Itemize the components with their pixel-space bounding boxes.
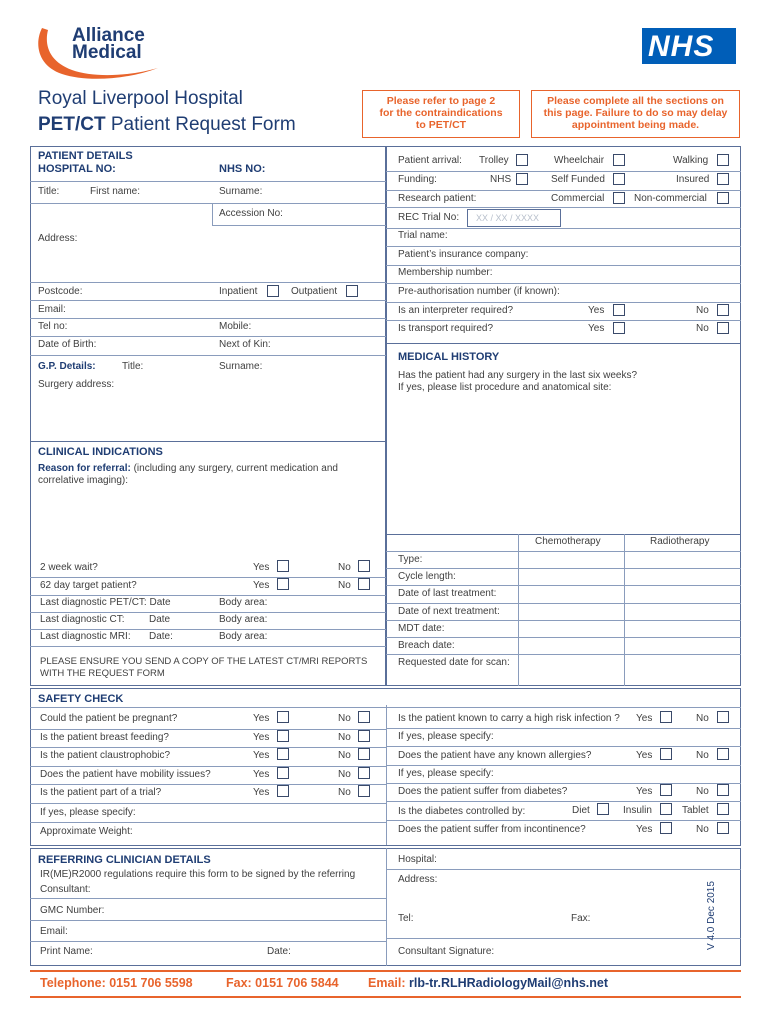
allergies-no-label: No bbox=[696, 750, 709, 761]
safety-no-label: No bbox=[338, 731, 351, 743]
title-label: Title: bbox=[38, 186, 60, 197]
diabetes-no-checkbox[interactable] bbox=[717, 784, 729, 796]
infection-yes-checkbox[interactable] bbox=[660, 711, 672, 723]
treatment-row-label: Date of next treatment: bbox=[398, 605, 500, 617]
gp-details-label: G.P. Details: bbox=[38, 361, 96, 372]
safety-question-label: Is the patient claustrophobic? bbox=[40, 750, 171, 762]
logo-line-1: Alliance bbox=[72, 25, 145, 46]
footer-email-label: Email: bbox=[368, 976, 409, 990]
first-name-label: First name: bbox=[90, 186, 141, 197]
form-title-rest: Patient Request Form bbox=[105, 114, 296, 135]
inpatient-label: Inpatient bbox=[219, 286, 258, 297]
clinician-email-label: Email: bbox=[40, 926, 68, 937]
nhs-logo bbox=[642, 28, 736, 64]
funding-label: Funding: bbox=[398, 174, 437, 185]
treatment-row-label: Type: bbox=[398, 554, 423, 565]
last-ct-label: Last diagnostic CT: bbox=[40, 614, 125, 625]
safety-yes-checkbox[interactable] bbox=[277, 785, 289, 797]
tel-label: Tel no: bbox=[38, 321, 68, 332]
last-mri-label: Last diagnostic MRI: bbox=[40, 631, 131, 642]
ensure-line-2: WITH THE REQUEST FORM bbox=[40, 668, 165, 679]
medical-history-heading: MEDICAL HISTORY bbox=[398, 351, 500, 363]
allergies-yes-label: Yes bbox=[636, 750, 653, 761]
allergies-yes-checkbox[interactable] bbox=[660, 748, 672, 760]
safety-question-label: Could the patient be pregnant? bbox=[40, 713, 178, 724]
commercial-label: Commercial bbox=[551, 193, 605, 204]
day62-yes-label: Yes bbox=[253, 580, 270, 591]
last-ct-body-area: Body area: bbox=[219, 614, 268, 625]
clinician-heading: REFERRING CLINICIAN DETAILS bbox=[38, 854, 211, 866]
safety-question-label: Is the patient breast feeding? bbox=[40, 731, 169, 743]
mobile-label: Mobile: bbox=[219, 321, 252, 332]
safety-no-checkbox[interactable] bbox=[358, 748, 370, 760]
diet-checkbox[interactable] bbox=[597, 803, 609, 815]
self-funded-checkbox[interactable] bbox=[613, 173, 625, 185]
regulations-line-1: IR(ME)R2000 regulations require this form to be signed by the referring bbox=[40, 869, 356, 880]
day62-no-checkbox[interactable] bbox=[358, 578, 370, 590]
research-patient-label: Research patient: bbox=[398, 193, 477, 204]
wheelchair-checkbox[interactable] bbox=[613, 154, 625, 166]
treatment-row-label: Cycle length: bbox=[398, 571, 456, 583]
clinician-date-label: Date: bbox=[267, 946, 291, 957]
hospital-name: Royal Liverpool Hospital bbox=[38, 88, 243, 109]
two-week-no-checkbox[interactable] bbox=[358, 560, 370, 572]
insulin-label: Insulin bbox=[623, 805, 652, 816]
patient-details-heading: PATIENT DETAILS bbox=[38, 150, 133, 162]
safety-question-label: Is the patient part of a trial? bbox=[40, 787, 162, 799]
dob-label: Date of Birth: bbox=[38, 339, 97, 350]
nhs-no-label: NHS NO: bbox=[219, 163, 266, 175]
non-commercial-label: Non-commercial bbox=[634, 193, 707, 204]
non-commercial-checkbox[interactable] bbox=[717, 192, 729, 204]
footer-email[interactable] bbox=[368, 976, 608, 990]
interpreter-yes-label: Yes bbox=[588, 305, 605, 316]
tablet-label: Tablet bbox=[682, 805, 709, 816]
incontinence-label: Does the patient suffer from incontinence? bbox=[398, 824, 586, 835]
self-funded-label: Self Funded bbox=[551, 174, 605, 185]
accession-label: Accession No: bbox=[219, 208, 283, 219]
last-ct-date: Date bbox=[149, 614, 171, 625]
allergies-no-checkbox[interactable] bbox=[717, 748, 729, 760]
nhs-funding-label: NHS bbox=[490, 174, 512, 185]
approx-weight-label: Approximate Weight: bbox=[40, 826, 133, 837]
transport-yes-checkbox[interactable] bbox=[613, 322, 625, 334]
tablet-checkbox[interactable] bbox=[717, 803, 729, 815]
safety-yes-checkbox[interactable] bbox=[277, 730, 289, 742]
radiotherapy-header: Radiotherapy bbox=[650, 536, 710, 547]
safety-yes-label: Yes bbox=[253, 731, 270, 743]
treatment-row-label: Date of last treatment: bbox=[398, 588, 497, 600]
insulin-checkbox[interactable] bbox=[660, 803, 672, 815]
day62-label: 62 day target patient? bbox=[40, 580, 137, 591]
refer-callout: Please refer to page 2 for the contraindications to PET/CT bbox=[362, 90, 520, 138]
allergies-label: Does the patient have any known allergies? bbox=[398, 750, 592, 761]
wheelchair-label: Wheelchair bbox=[554, 155, 605, 166]
last-pet-label: Last diagnostic PET/CT: Date bbox=[40, 597, 171, 608]
trolley-label: Trolley bbox=[479, 155, 509, 166]
infection-no-label: No bbox=[696, 713, 709, 724]
next-kin-label: Next of Kin: bbox=[219, 339, 271, 350]
diabetes-label: Does the patient suffer from diabetes? bbox=[398, 786, 568, 797]
safety-no-label: No bbox=[338, 768, 351, 780]
last-mri-date: Date: bbox=[149, 631, 173, 642]
interpreter-no-label: No bbox=[696, 305, 709, 316]
interpreter-label: Is an interpreter required? bbox=[398, 305, 514, 316]
surgery-question: Has the patient had any surgery in the last six weeks? bbox=[398, 370, 638, 381]
reason-for-referral bbox=[38, 463, 338, 474]
regulations-line-2: Consultant: bbox=[40, 884, 91, 895]
day62-yes-checkbox[interactable] bbox=[277, 578, 289, 590]
reason-line-2: correlative imaging): bbox=[38, 475, 129, 486]
safety-specify-label: If yes, please specify: bbox=[40, 807, 136, 818]
email-label: Email: bbox=[38, 304, 66, 315]
safety-no-label: No bbox=[338, 750, 351, 762]
clinician-hospital-label: Hospital: bbox=[398, 854, 437, 865]
consultant-signature-label: Consultant Signature: bbox=[398, 946, 495, 957]
treatment-row-label: Breach date: bbox=[398, 640, 455, 651]
logo-line-2: Medical bbox=[72, 42, 142, 63]
incontinence-yes-checkbox[interactable] bbox=[660, 822, 672, 834]
chemotherapy-header: Chemotherapy bbox=[535, 536, 601, 547]
transport-label: Is transport required? bbox=[398, 323, 494, 334]
footer-telephone: Telephone: 0151 706 5598 bbox=[40, 976, 193, 990]
safety-no-checkbox[interactable] bbox=[358, 785, 370, 797]
insurance-company-label: Patient’s insurance company: bbox=[398, 249, 529, 260]
interpreter-no-checkbox[interactable] bbox=[717, 304, 729, 316]
treatment-row-label: MDT date: bbox=[398, 622, 445, 634]
clinician-fax-label: Fax: bbox=[571, 913, 591, 924]
form-title bbox=[38, 114, 296, 136]
safety-no-checkbox[interactable] bbox=[358, 711, 370, 723]
safety-no-label: No bbox=[338, 713, 351, 724]
insured-label: Insured bbox=[676, 174, 710, 185]
trolley-checkbox[interactable] bbox=[516, 154, 528, 166]
nhs-logo-text: NHS bbox=[648, 30, 715, 63]
infection-yes-label: Yes bbox=[636, 713, 653, 724]
clinical-indications-heading: CLINICAL INDICATIONS bbox=[38, 446, 163, 458]
safety-no-checkbox[interactable] bbox=[358, 767, 370, 779]
incontinence-no-label: No bbox=[696, 824, 709, 835]
complete-callout: Please complete all the sections on this page. Failure to do so may delay appointment being made. bbox=[531, 90, 740, 138]
walking-checkbox[interactable] bbox=[717, 154, 729, 166]
reason-rest: (including any surgery, current medication and bbox=[130, 463, 338, 474]
clinician-address-label: Address: bbox=[398, 874, 438, 885]
two-week-yes-label: Yes bbox=[253, 562, 270, 573]
preauth-label: Pre-authorisation number (if known): bbox=[398, 286, 560, 297]
gp-title-label: Title: bbox=[122, 361, 144, 372]
print-name-label: Print Name: bbox=[40, 946, 93, 957]
outpatient-label: Outpatient bbox=[291, 286, 338, 297]
inpatient-checkbox[interactable] bbox=[267, 285, 279, 297]
diabetes-yes-label: Yes bbox=[636, 786, 653, 797]
footer-fax: Fax: 0151 706 5844 bbox=[226, 976, 339, 990]
day62-no-label: No bbox=[338, 580, 351, 591]
two-week-yes-checkbox[interactable] bbox=[277, 560, 289, 572]
gp-surname-label: Surname: bbox=[219, 361, 263, 372]
safety-yes-checkbox[interactable] bbox=[277, 711, 289, 723]
clinician-tel-label: Tel: bbox=[398, 913, 414, 924]
diabetes-controlled-label: Is the diabetes controlled by: bbox=[398, 806, 526, 817]
form-title-bold: PET/CT bbox=[38, 114, 106, 135]
rec-trial-label: REC Trial No: bbox=[398, 212, 460, 223]
two-week-no-label: No bbox=[338, 562, 351, 573]
patient-arrival-label: Patient arrival: bbox=[398, 155, 462, 166]
rec-trial-input[interactable] bbox=[467, 209, 561, 227]
walking-label: Walking bbox=[673, 155, 709, 166]
surgery-address-label: Surgery address: bbox=[38, 379, 115, 390]
reason-bold: Reason for referral: bbox=[38, 463, 131, 474]
interpreter-yes-checkbox[interactable] bbox=[613, 304, 625, 316]
safety-yes-label: Yes bbox=[253, 787, 270, 799]
two-week-label: 2 week wait? bbox=[40, 562, 98, 573]
safety-check-heading: SAFETY CHECK bbox=[38, 693, 124, 705]
safety-no-label: No bbox=[338, 787, 351, 799]
postcode-label: Postcode: bbox=[38, 286, 83, 297]
rec-trial-placeholder: XX / XX / XXXX bbox=[476, 213, 540, 223]
last-mri-body-area: Body area: bbox=[219, 631, 268, 642]
infection-label: Is the patient known to carry a high risk infection ? bbox=[398, 713, 620, 724]
surname-label: Surname: bbox=[219, 186, 263, 197]
safety-yes-checkbox[interactable] bbox=[277, 748, 289, 760]
commercial-checkbox[interactable] bbox=[613, 192, 625, 204]
safety-no-checkbox[interactable] bbox=[358, 730, 370, 742]
safety-yes-label: Yes bbox=[253, 750, 270, 762]
diabetes-no-label: No bbox=[696, 786, 709, 797]
membership-number-label: Membership number: bbox=[398, 267, 493, 278]
outpatient-checkbox[interactable] bbox=[346, 285, 358, 297]
procedure-question: If yes, please list procedure and anatomical site: bbox=[398, 382, 612, 393]
infection-specify-label: If yes, please specify: bbox=[398, 731, 494, 742]
diet-label: Diet bbox=[572, 805, 590, 816]
insured-checkbox[interactable] bbox=[717, 173, 729, 185]
transport-no-checkbox[interactable] bbox=[717, 322, 729, 334]
ensure-line-1: PLEASE ENSURE YOU SEND A COPY OF THE LATEST CT/MRI REPORTS bbox=[40, 656, 368, 667]
transport-no-label: No bbox=[696, 323, 709, 334]
incontinence-yes-label: Yes bbox=[636, 824, 653, 835]
last-pet-body-area: Body area: bbox=[219, 597, 268, 608]
address-label: Address: bbox=[38, 233, 78, 244]
trial-name-label: Trial name: bbox=[398, 230, 448, 241]
treatment-row-label: Requested date for scan: bbox=[398, 657, 510, 669]
footer-email-address[interactable]: rlb-tr.RLHRadiologyMail@nhs.net bbox=[409, 976, 608, 990]
gmc-number-label: GMC Number: bbox=[40, 905, 105, 916]
safety-yes-label: Yes bbox=[253, 768, 270, 780]
safety-yes-label: Yes bbox=[253, 713, 270, 724]
safety-question-label: Does the patient have mobility issues? bbox=[40, 768, 211, 780]
safety-yes-checkbox[interactable] bbox=[277, 767, 289, 779]
incontinence-no-checkbox[interactable] bbox=[717, 822, 729, 834]
infection-no-checkbox[interactable] bbox=[717, 711, 729, 723]
diabetes-yes-checkbox[interactable] bbox=[660, 784, 672, 796]
allergies-specify-label: If yes, please specify: bbox=[398, 768, 494, 779]
transport-yes-label: Yes bbox=[588, 323, 605, 334]
hospital-no-label: HOSPITAL NO: bbox=[38, 163, 116, 175]
version-label: V 4.0 Dec 2015 bbox=[706, 881, 717, 950]
nhs-funding-checkbox[interactable] bbox=[516, 173, 528, 185]
